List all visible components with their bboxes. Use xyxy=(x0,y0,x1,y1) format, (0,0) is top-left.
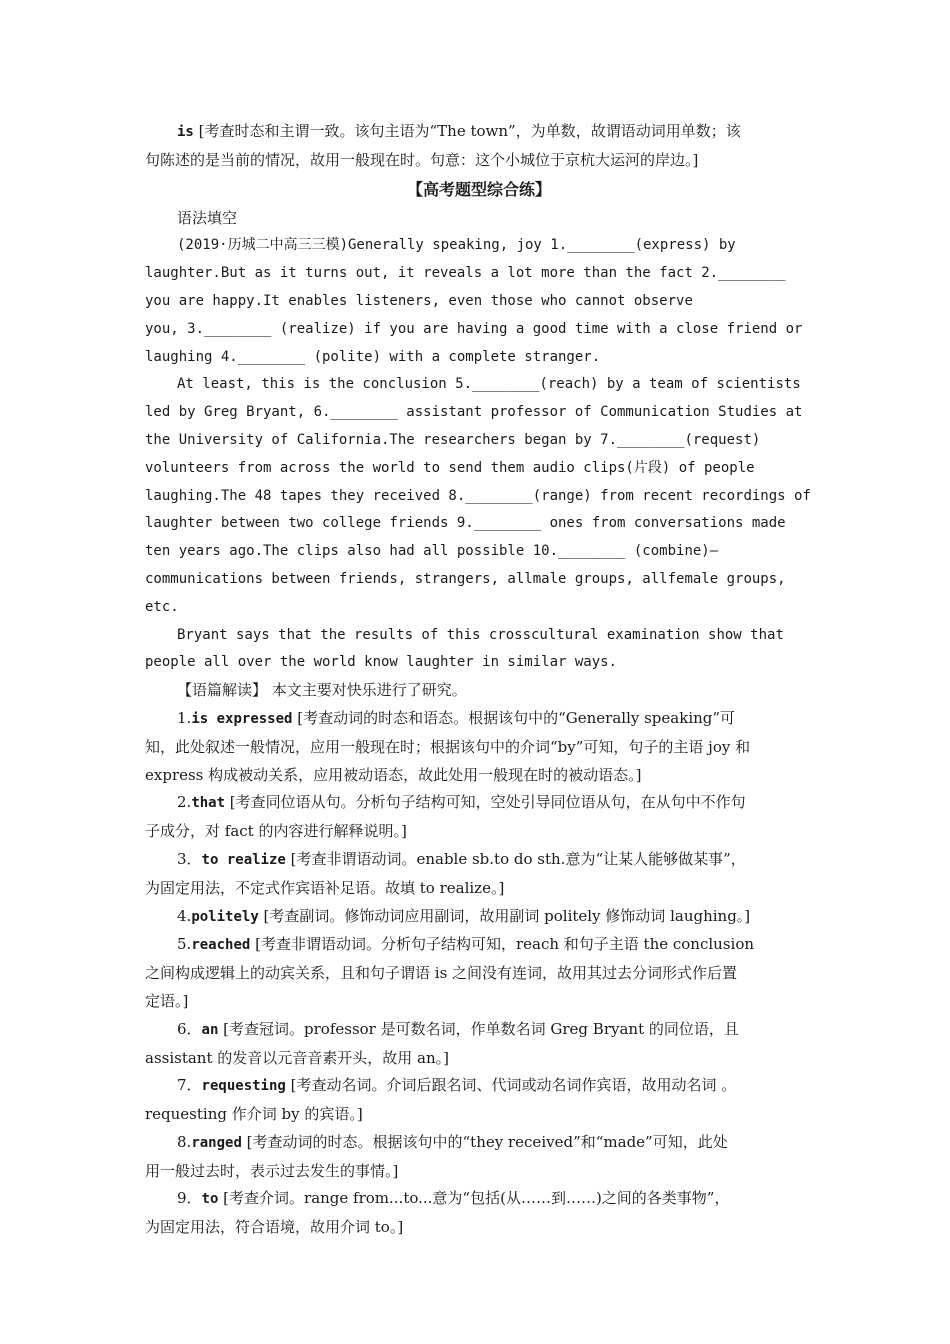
answer-item-4 xyxy=(145,903,813,932)
passage-line: At least, this is the conclusion 5.________(reach) by a team of scientists xyxy=(177,376,801,393)
answer-key: reached xyxy=(191,937,251,954)
answer-number: 5. xyxy=(177,935,192,954)
answer-explanation: [考查冠词。professor 是可数名词，作单数名词 Greg Bryant 的同位语，且 xyxy=(218,1019,739,1038)
answer-number: 9． xyxy=(177,1189,202,1208)
answer-key: is expressed xyxy=(191,710,293,727)
answer-explanation: 知，此处叙述一般情况，应用一般现在时；根据该句中的介词“by”可知，句子的主语 joy 和 xyxy=(145,737,751,756)
answer-number: 3． xyxy=(177,849,202,868)
summary xyxy=(145,677,813,705)
exercise-label: 语法填空 xyxy=(177,208,238,227)
passage-line: volunteers from across the world to send them audio clips(片段) of people xyxy=(145,459,755,476)
answer-number: 4. xyxy=(177,906,192,925)
answer-number: 7． xyxy=(177,1076,202,1095)
answer-item-1 xyxy=(145,705,813,789)
document-page xyxy=(145,118,813,1242)
intro-text: [考查时态和主谓一致。该句主语为“The town”，为单数，故谓语动词用单数；该 xyxy=(193,122,741,140)
intro-text-line-2: 句陈述的是当前的情况，故用一般现在时。句意：这个小城位于京杭大运河的岸边。] xyxy=(145,150,699,169)
answer-key: an xyxy=(201,1021,219,1038)
answer-item-8 xyxy=(145,1129,813,1186)
intro-paragraph xyxy=(145,118,813,147)
answer-item-9 xyxy=(145,1185,813,1242)
answer-explanation: 为固定用法，不定式作宾语补足语。故填 to realize。] xyxy=(145,878,505,897)
passage-line: communications between friends, strangers, allmale groups, allfemale groups, etc. xyxy=(145,570,786,615)
passage-line: led by Greg Bryant, 6.________ assistant professor of Communication Studies at xyxy=(145,404,803,421)
answer-number: 8. xyxy=(177,1132,192,1151)
answer-explanation: [考查同位语从句。分析句子结构可知，空处引导同位语从句，在从句中不作句 xyxy=(225,793,746,812)
answer-explanation: requesting 作介词 by 的宾语。] xyxy=(145,1105,363,1124)
passage-line: ten years ago.The clips also had all possible 10.________ (combine)— xyxy=(145,543,719,560)
summary-label: 【语篇解读】 xyxy=(177,681,268,700)
answer-item-3 xyxy=(145,846,813,903)
answer-explanation: express 构成被动关系，应用被动语态，故此处用一般现在时的被动语态。] xyxy=(145,765,642,784)
answer-key: requesting xyxy=(201,1078,286,1095)
answer-explanation: [考查介词。range from...to...意为“包括(从……到……)之间的各类事物”， xyxy=(218,1189,730,1208)
answer-explanation: [考查非谓语动词。enable sb.to do sth.意为“让某人能够做某事”， xyxy=(285,849,746,868)
passage-line: laughing.The 48 tapes they received 8.________(range) from recent recordings of xyxy=(145,487,811,504)
answer-explanation: 用一般过去时，表示过去发生的事情。] xyxy=(145,1161,399,1180)
passage-line: laughter.But as it turns out, it reveals a lot more than the fact 2.________ xyxy=(145,265,786,282)
answer-explanation: 定语。] xyxy=(145,991,189,1010)
passage-line: laughing 4.________ (polite) with a complete stranger. xyxy=(145,348,601,365)
answer-explanation: 子成分，对 fact 的内容进行解释说明。] xyxy=(145,822,407,841)
answer-item-7 xyxy=(145,1072,813,1129)
answer-key: politely xyxy=(191,908,259,925)
answer-key: ranged xyxy=(191,1134,242,1151)
answer-key: to xyxy=(201,1191,219,1208)
passage-line: you are happy.It enables listeners, even those who cannot observe xyxy=(145,292,693,309)
passage-line: (2019·历城二中高三三模)Generally speaking, joy 1.________(express) by xyxy=(177,237,736,254)
answer-number: 1. xyxy=(177,708,192,727)
passage-line: laughter between two college friends 9.________ ones from conversations made xyxy=(145,515,786,532)
passage xyxy=(145,232,813,677)
answer-explanation: 为固定用法，符合语境，故用介词 to。] xyxy=(145,1218,404,1237)
answer-item-2 xyxy=(145,789,813,846)
answer-number: 6． xyxy=(177,1019,202,1038)
answer-key: to realize xyxy=(201,851,286,868)
answer-explanation: 之间构成逻辑上的动宾关系，且和句子谓语 is 之间没有连词，故用其过去分词形式作后置 xyxy=(145,964,738,983)
answer-explanation: assistant 的发音以元音音素开头，故用 an。] xyxy=(145,1048,449,1067)
summary-text: 本文主要对快乐进行了研究。 xyxy=(267,681,467,700)
passage-line: people all over the world know laughter in similar ways. xyxy=(145,654,618,671)
intro-answer: is xyxy=(177,124,194,140)
section-title: 【高考题型综合练】 xyxy=(406,179,551,199)
answer-key: that xyxy=(191,795,226,812)
answer-explanation: [考查动名词。介词后跟名词、代词或动名词作宾语，故用动名词 。 xyxy=(285,1076,737,1095)
passage-line: the University of California.The researchers began by 7.________(request) xyxy=(145,431,761,448)
answer-item-5 xyxy=(145,931,813,1015)
answer-explanation: [考查副词。修饰动词应用副词，故用副词 politely 修饰动词 laughing。] xyxy=(258,906,751,925)
passage-line: Bryant says that the results of this crosscultural examination show that xyxy=(177,626,784,643)
answer-explanation: [考查动词的时态。根据该句中的“they received”和“made”可知，此处 xyxy=(241,1132,728,1151)
answer-item-6 xyxy=(145,1016,813,1073)
answer-number: 2. xyxy=(177,793,192,812)
answer-explanation: [考查非谓语动词。分析句子结构可知，reach 和句子主语 the conclusion xyxy=(250,935,755,954)
answer-explanation: [考查动词的时态和语态。根据该句中的“Generally speaking”可 xyxy=(292,708,736,727)
passage-line: you, 3.________ (realize) if you are having a good time with a close friend or xyxy=(145,320,803,337)
